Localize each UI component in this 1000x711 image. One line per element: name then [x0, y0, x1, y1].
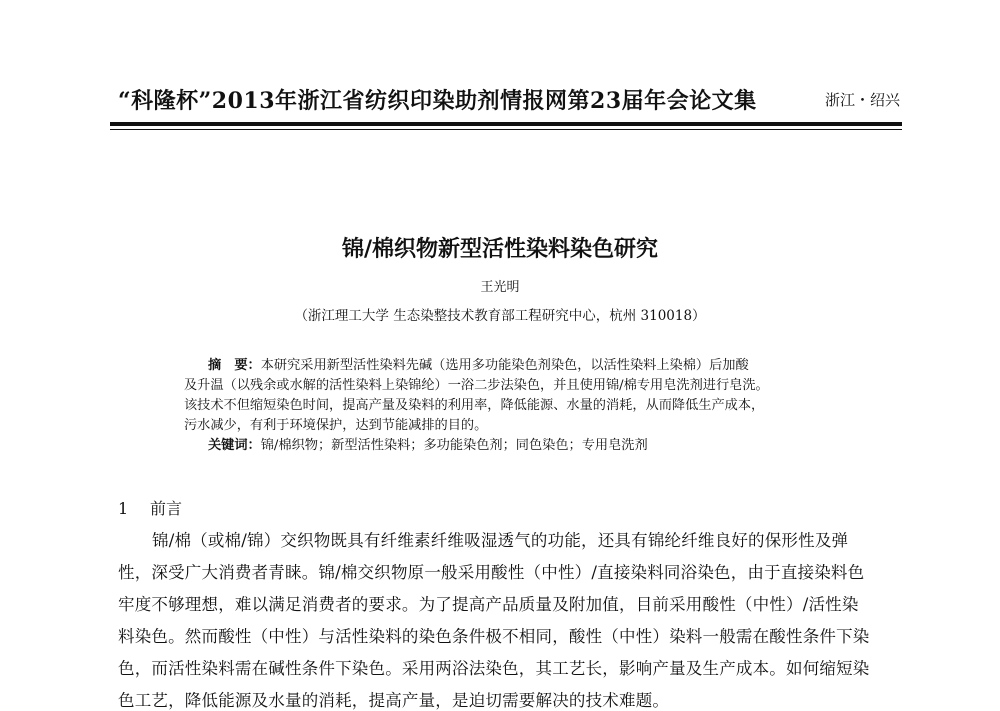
abstract-line: 该技术不但缩短染色时间，提高产量及染料的利用率，降低能源、水量的消耗，从而降低生产成本，: [184, 398, 765, 413]
section-title: 前言: [150, 499, 183, 518]
body-line: 牢度不够理想，难以满足消费者的要求。为了提高产品质量及附加值，目前采用酸性（中性）/活性染: [118, 595, 859, 614]
body-line: 性，深受广大消费者青睐。锦/棉交织物原一般采用酸性（中性）/直接染料同浴染色，由于直接染料色: [118, 563, 865, 582]
keywords-text: 锦/棉织物；新型活性染料；多功能染色剂；同色染色；专用皂洗剂: [260, 438, 648, 453]
body-line: 色，而活性染料需在碱性条件下染色。采用两浴法染色，其工艺长，影响产量及生产成本。如何缩短染: [118, 659, 870, 678]
header-rule-thin: [110, 129, 902, 130]
abstract-line: 及升温（以残余或水解的活性染料上染锦纶）一浴二步法染色，并且使用锦/棉专用皂洗剂进行皂洗。: [184, 378, 769, 393]
abstract-label: 摘 要：: [208, 358, 261, 373]
section-heading: [118, 496, 182, 519]
header-location: 浙江・绍兴: [824, 91, 900, 109]
body-line: 锦/棉（或棉/锦）交织物既具有纤维素纤维吸湿透气的功能，还具有锦纶纤维良好的保形性及弹: [152, 531, 849, 550]
paper-author: 王光明: [480, 280, 520, 295]
keywords-label: 关键词：: [208, 438, 261, 453]
paper-affiliation: （浙江理工大学 生态染整技术教育部工程研究中心，杭州 310018）: [294, 308, 706, 324]
section-number: 1: [118, 499, 129, 518]
keywords-line: [208, 434, 648, 453]
body-line: 料染色。然而酸性（中性）与活性染料的染色条件极不相同，酸性（中性）染料一般需在酸性条件下染: [118, 627, 870, 646]
header-title: “科隆杯”2013年浙江省纺织印染助剂情报网第23届年会论文集: [118, 88, 757, 114]
running-header: [118, 84, 900, 118]
paper-title: 锦/棉织物新型活性染料染色研究: [341, 237, 659, 262]
abstract-line: 摘 要：本研究采用新型活性染料先碱（选用多功能染色剂染色，以活性染料上染棉）后加酸: [208, 358, 749, 373]
abstract-line: 污水减少，有利于环境保护，达到节能减排的目的。: [184, 418, 488, 433]
header-rule-thick: [110, 122, 902, 126]
body-line: 色工艺，降低能源及水量的消耗，提高产量，是迫切需要解决的技术难题。: [118, 691, 670, 710]
